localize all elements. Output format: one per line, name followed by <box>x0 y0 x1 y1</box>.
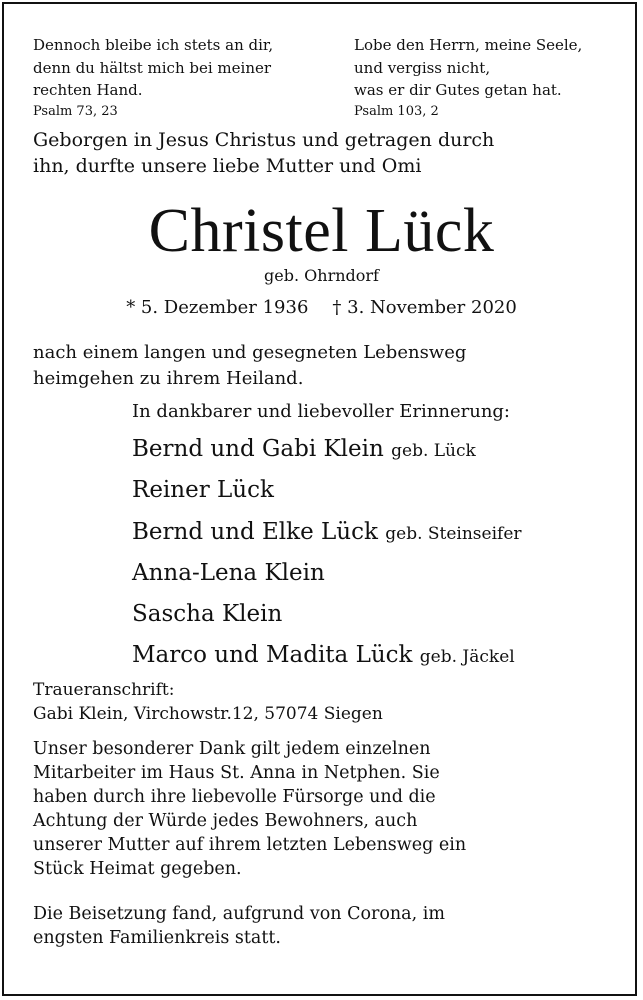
thanks-line: haben durch ihre liebevolle Fürsorge und die <box>33 787 436 807</box>
thanks-line: Unser besonderer Dank gilt jedem einzelnen <box>33 739 431 759</box>
intro-line: ihn, durfte unsere liebe Mutter und Omi <box>33 155 422 177</box>
verse-left-reference: Psalm 73, 23 <box>33 103 118 119</box>
verse-left-line: rechten Hand. <box>33 81 143 99</box>
thanks-line: unserer Mutter auf ihrem letzten Lebensweg ein <box>33 835 467 855</box>
birth-name: geb. Ohrndorf <box>264 266 379 285</box>
death-date: † 3. November 2020 <box>332 297 517 318</box>
family-member-name: Anna-Lena Klein <box>132 559 325 586</box>
thanks-text <box>33 737 466 881</box>
family-list <box>132 430 522 678</box>
address-value: Gabi Klein, Virchowstr.12, 57074 Siegen <box>33 704 383 724</box>
life-dates <box>0 295 643 321</box>
family-member <box>132 595 522 636</box>
family-member-note: geb. Lück <box>391 441 476 461</box>
family-member <box>132 636 522 677</box>
thanks-line: Mitarbeiter im Haus St. Anna in Netphen. Sie <box>33 763 440 783</box>
address-label: Traueranschrift: <box>33 680 175 700</box>
verse-right <box>354 34 582 122</box>
family-member-name: Marco und Madita Lück <box>132 642 413 669</box>
passage-text <box>33 340 466 392</box>
family-member <box>132 471 522 512</box>
thanks-line: Achtung der Würde jedes Bewohners, auch <box>33 811 418 831</box>
family-member-name: Sascha Klein <box>132 601 283 628</box>
family-member-name: Bernd und Gabi Klein <box>132 436 384 462</box>
verse-left-line: denn du hältst mich bei meiner <box>33 58 272 77</box>
family-member-name: Reiner Lück <box>132 477 274 504</box>
verse-left <box>33 34 273 122</box>
burial-line: engsten Familienkreis statt. <box>33 928 281 948</box>
deceased-name: Christel Lück <box>148 197 495 265</box>
verse-right-line: und vergiss nicht, <box>354 58 491 77</box>
family-member <box>132 430 522 471</box>
passage-line: heimgehen zu ihrem Heiland. <box>33 368 304 389</box>
memory-line: In dankbarer und liebevoller Erinnerung: <box>132 401 510 422</box>
intro-text <box>33 127 494 179</box>
burial-line: Die Beisetzung fand, aufgrund von Corona, im <box>33 904 445 924</box>
verse-left-line: Dennoch bleibe ich stets an dir, <box>33 36 274 54</box>
family-member-note: geb. Jäckel <box>419 647 515 668</box>
birth-date: * 5. Dezember 1936 <box>126 297 309 318</box>
thanks-line: Stück Heimat gegeben. <box>33 859 242 879</box>
verse-right-reference: Psalm 103, 2 <box>354 103 439 119</box>
passage-line: nach einem langen und gesegneten Lebensweg <box>33 342 467 363</box>
verse-right-line: Lobe den Herrn, meine Seele, <box>354 36 583 54</box>
intro-line: Geborgen in Jesus Christus und getragen durch <box>33 129 495 151</box>
family-member-name: Bernd und Elke Lück <box>132 518 378 545</box>
mourning-address <box>33 678 383 726</box>
family-member <box>132 554 522 595</box>
family-member-note: geb. Steinseifer <box>385 523 522 544</box>
family-member <box>132 513 522 554</box>
verse-right-line: was er dir Gutes getan hat. <box>354 81 562 99</box>
burial-text <box>33 902 445 950</box>
